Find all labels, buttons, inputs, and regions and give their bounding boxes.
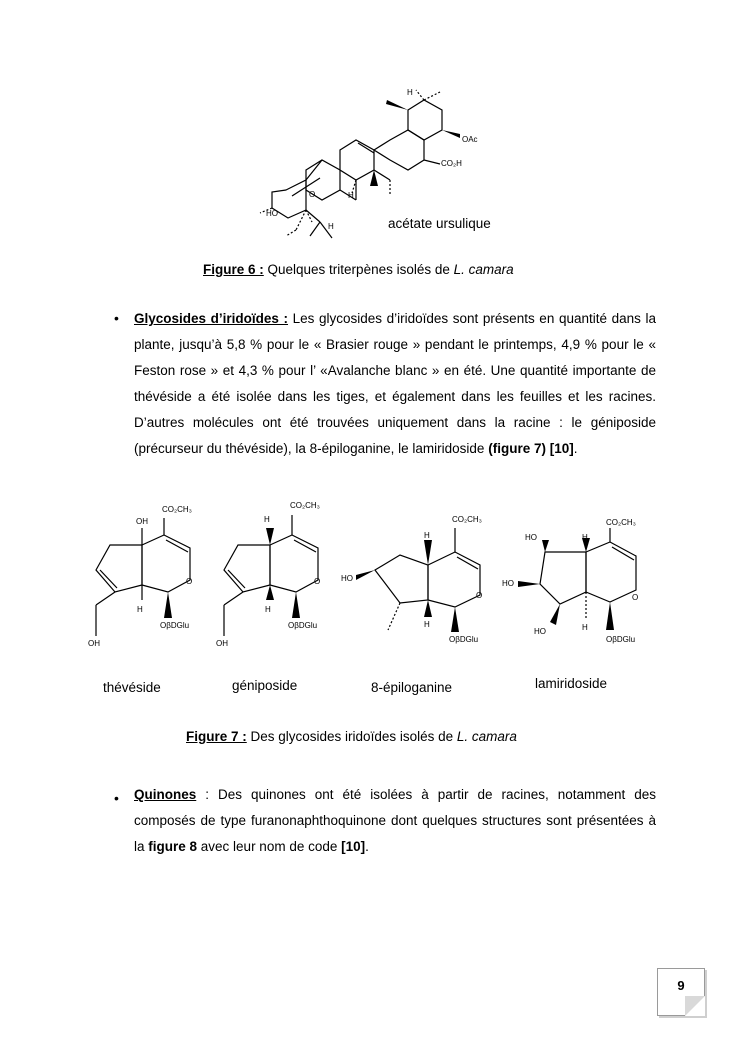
quinones-paragraph [134, 782, 656, 860]
lamiridoside-ho-mid: HO [502, 579, 514, 588]
geniposide-oh: OH [216, 639, 228, 648]
geniposide-co2ch3: CO₂CH₃ [290, 501, 320, 510]
theveside-co2ch3: CO₂CH₃ [162, 505, 192, 514]
fig6-h-label: H [407, 88, 413, 97]
figure-7-text: Des glycosides iridoïdes isolés de [246, 729, 457, 744]
fig6-oac-label: OAc [462, 135, 478, 144]
glycosides-figure-ref: (figure 7) [10] [488, 441, 574, 456]
figure-6-species: L. camara [453, 262, 514, 277]
fig6-h3-label: H [328, 222, 334, 231]
lamiridoside-ho-bottom: HO [534, 627, 546, 636]
glycosides-heading: Glycosides d’iridoïdes : [134, 311, 289, 326]
figure-7-label: Figure 7 : [186, 729, 247, 744]
lamiridoside-co2ch3: CO₂CH₃ [606, 518, 636, 527]
quinones-text-2: avec leur nom de code [197, 839, 342, 854]
geniposide-h: H [265, 605, 271, 614]
lamiridoside-ho-top: HO [525, 533, 537, 542]
fig6-co2h-label: CO₂H [441, 159, 462, 168]
glycosides-text-end: . [573, 441, 578, 456]
theveside-h: H [137, 605, 143, 614]
quinones-text: : Des quinones ont été isolées à partir de racines, notamment des composés de type furanonaphthoquinone dont quelques structures sont présentées à la [134, 787, 656, 854]
geniposide-structure [216, 501, 320, 648]
epiloganin-structure [341, 515, 482, 644]
lamiridoside-structure [502, 518, 638, 644]
epiloganin-h: H [424, 620, 430, 629]
compound-name-lamiridoside: lamiridoside [535, 676, 608, 691]
page-corner-fold [685, 996, 705, 1016]
theveside-structure [88, 505, 192, 648]
theveside-oh-bottom: OH [88, 639, 100, 648]
lamiridoside-obdglu: OβDGlu [606, 635, 636, 644]
figure-7-caption [186, 729, 517, 744]
figure-6-text: Quelques triterpènes isolés de [263, 262, 454, 277]
theveside-oh-top: OH [136, 517, 148, 526]
quinones-reference: [10] [341, 839, 366, 854]
glycosides-text: Les glycosides d’iridoïdes sont présents en quantité dans la plante, jusqu’à 5,8 % pour le « Brasier rouge » pendant le printemps, 4,9 % pour le « Feston rose » et 4,3 % pour l’ «Avalanche blanc » en été. Une quantité importante de thévéside a été isolée dans les tiges, et également dans les feuilles et les racines. D’autres molécules ont été trouvées uniquement dans la racine : le géniposide (précurseur du thévéside), la 8-épiloganine, le lamiridoside [134, 311, 656, 456]
geniposide-o: O [314, 577, 321, 586]
epiloganin-h-top: H [424, 531, 430, 540]
epiloganin-o: O [476, 591, 483, 600]
lamiridoside-h: H [582, 623, 588, 632]
figure-7-species: L. camara [456, 729, 517, 744]
geniposide-h-top: H [264, 515, 270, 524]
theveside-obdglu: OβDGlu [160, 621, 190, 630]
compound-name-epiloganin: 8-épiloganine [371, 680, 453, 695]
geniposide-obdglu: OβDGlu [288, 621, 318, 630]
fig6-o-label: O [309, 190, 316, 199]
compound-name-geniposide: géniposide [232, 678, 298, 693]
epiloganin-co2ch3: CO₂CH₃ [452, 515, 482, 524]
page-number: 9 [677, 978, 685, 993]
compound-name-ursolic-acetate: acétate ursulique [388, 216, 491, 231]
epiloganin-ho: HO [341, 574, 353, 583]
quinones-heading: Quinones [134, 787, 197, 802]
epiloganin-obdglu: OβDGlu [449, 635, 479, 644]
page-number-box [657, 968, 705, 1016]
compound-name-theveside: thévéside [103, 680, 161, 695]
bullet-quinones: • [114, 790, 119, 806]
quinones-text-end: . [365, 839, 369, 854]
fig6-h2-label: H [348, 191, 354, 200]
figure-6-label: Figure 6 : [203, 262, 264, 277]
bullet-glycosides: • [114, 310, 119, 326]
fig6-ho-label: HO [266, 209, 278, 218]
quinones-figure-ref: figure 8 [148, 839, 198, 854]
lamiridoside-h-top: H [582, 533, 588, 542]
theveside-o: O [186, 577, 193, 586]
lamiridoside-o: O [632, 593, 639, 602]
